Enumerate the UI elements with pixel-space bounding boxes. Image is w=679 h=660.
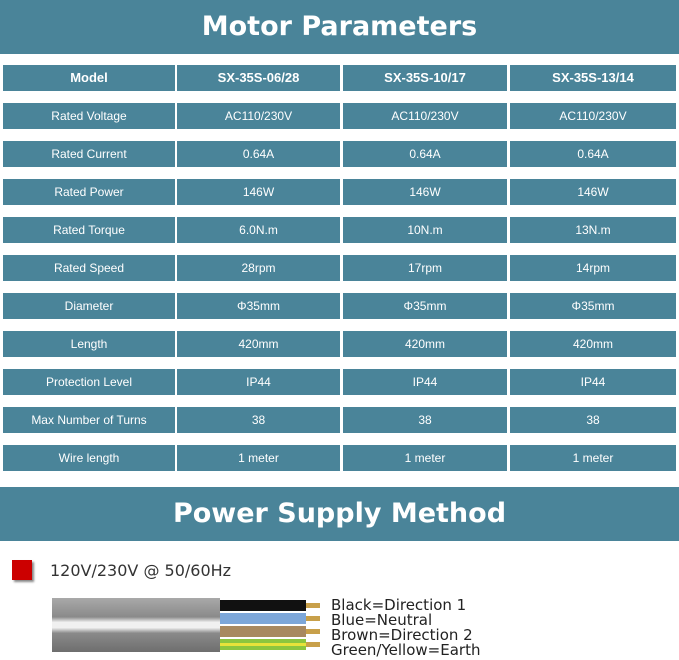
wire-label-black: Black=Direction 1 — [331, 596, 467, 614]
row-label: Length — [3, 331, 175, 357]
row-value: Φ35mm — [510, 293, 676, 319]
row-value: 1 meter — [510, 445, 676, 471]
table-row — [0, 445, 679, 471]
table-row — [0, 407, 679, 433]
row-value: IP44 — [343, 369, 507, 395]
row-value: 10N.m — [343, 217, 507, 243]
row-label: Rated Torque — [3, 217, 175, 243]
row-value: AC110/230V — [177, 103, 340, 129]
row-value: 1 meter — [343, 445, 507, 471]
row-label: Diameter — [3, 293, 175, 319]
table-row — [0, 141, 679, 167]
row-value: 420mm — [510, 331, 676, 357]
copper-tip — [306, 603, 320, 608]
wire-label-blue: Blue=Neutral — [331, 611, 433, 629]
row-label: Rated Voltage — [3, 103, 175, 129]
row-value: 0.64A — [343, 141, 507, 167]
row-value: 6.0N.m — [177, 217, 340, 243]
row-value: 0.64A — [510, 141, 676, 167]
row-value: 17rpm — [343, 255, 507, 281]
row-value: 38 — [510, 407, 676, 433]
table-row — [0, 369, 679, 395]
row-value: 28rpm — [177, 255, 340, 281]
row-value: 1 meter — [177, 445, 340, 471]
row-label: Rated Current — [3, 141, 175, 167]
header-cell-model-1: SX-35S-06/28 — [177, 65, 340, 91]
table-header-row — [0, 65, 679, 91]
row-value: 146W — [177, 179, 340, 205]
cable-illustration — [52, 598, 332, 652]
supply-bullet-icon — [12, 560, 32, 580]
row-label: Rated Speed — [3, 255, 175, 281]
table-row — [0, 331, 679, 357]
row-value: 420mm — [343, 331, 507, 357]
wire-brown — [220, 626, 306, 637]
row-value: IP44 — [177, 369, 340, 395]
header-cell-model-3: SX-35S-13/14 — [510, 65, 676, 91]
header-cell-model-2: SX-35S-10/17 — [343, 65, 507, 91]
wire-label-brown: Brown=Direction 2 — [331, 626, 473, 644]
table-row — [0, 179, 679, 205]
row-value: AC110/230V — [510, 103, 676, 129]
table-row — [0, 255, 679, 281]
row-label: Wire length — [3, 445, 175, 471]
row-value: 14rpm — [510, 255, 676, 281]
cable-jacket — [52, 598, 220, 652]
wire-yellow-stripe — [220, 643, 306, 646]
table-row — [0, 217, 679, 243]
row-label: Protection Level — [3, 369, 175, 395]
row-value: 0.64A — [177, 141, 340, 167]
row-value: 13N.m — [510, 217, 676, 243]
table-row — [0, 103, 679, 129]
row-value: 146W — [510, 179, 676, 205]
row-label: Rated Power — [3, 179, 175, 205]
row-value: Φ35mm — [343, 293, 507, 319]
wire-black — [220, 600, 306, 611]
row-value: 420mm — [177, 331, 340, 357]
copper-tip — [306, 616, 320, 621]
row-value: IP44 — [510, 369, 676, 395]
row-value: Φ35mm — [177, 293, 340, 319]
copper-tip — [306, 629, 320, 634]
header-cell-model: Model — [3, 65, 175, 91]
motor-parameters-title: Motor Parameters — [0, 0, 679, 54]
row-value: 38 — [343, 407, 507, 433]
table-row — [0, 293, 679, 319]
wire-label-green-yellow: Green/Yellow=Earth — [331, 641, 481, 659]
row-value: 146W — [343, 179, 507, 205]
wire-blue — [220, 613, 306, 624]
supply-voltage-text: 120V/230V @ 50/60Hz — [50, 561, 232, 580]
row-value: AC110/230V — [343, 103, 507, 129]
row-value: 38 — [177, 407, 340, 433]
row-label: Max Number of Turns — [3, 407, 175, 433]
copper-tip — [306, 642, 320, 647]
power-supply-title: Power Supply Method — [0, 487, 679, 541]
